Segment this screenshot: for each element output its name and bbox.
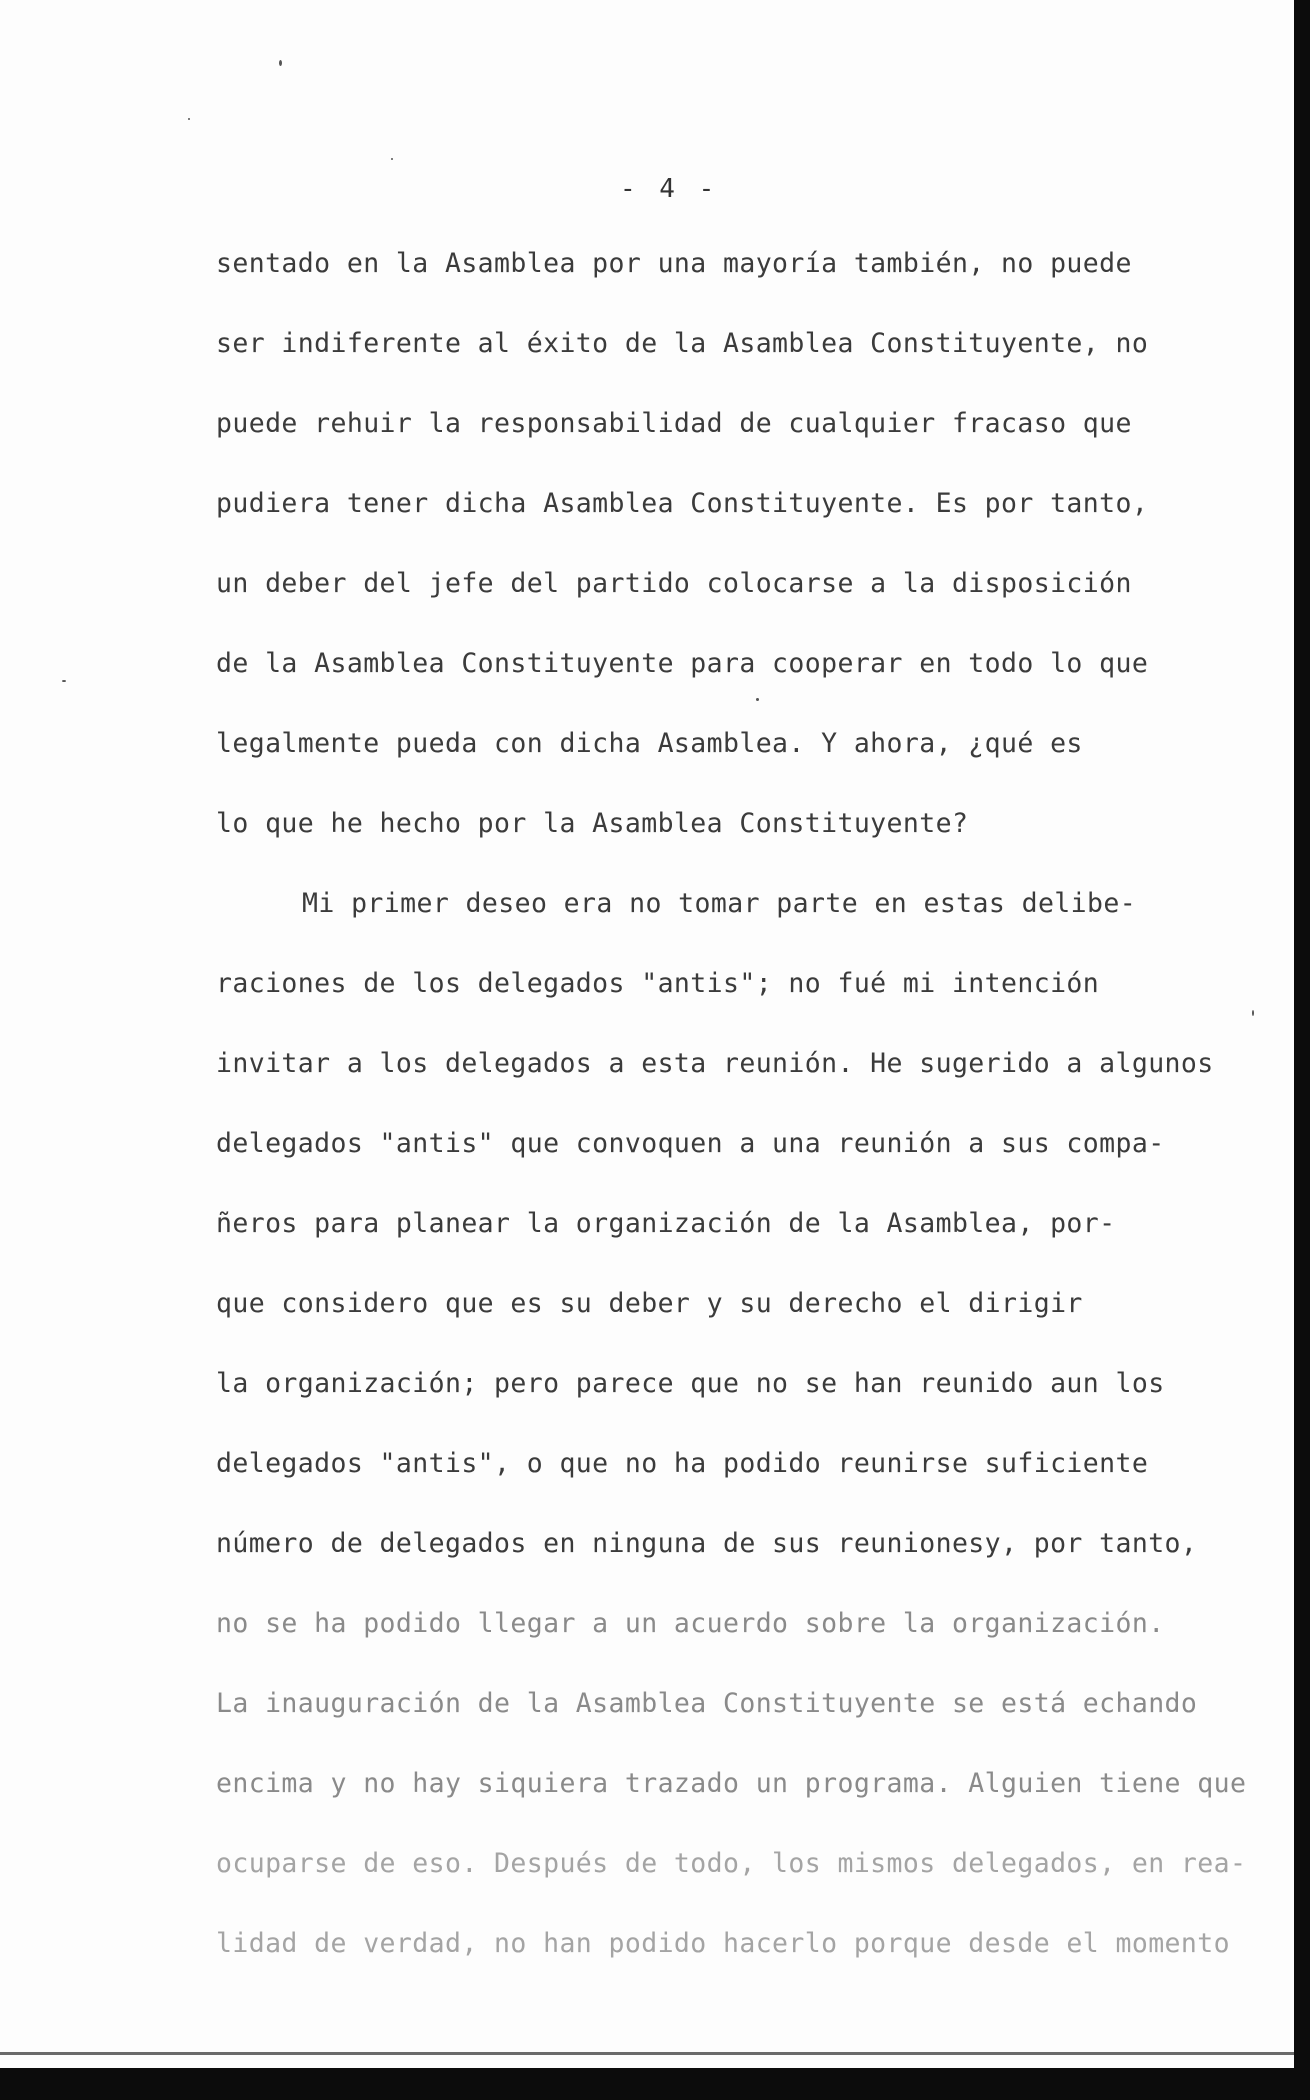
text-line: legalmente pueda con dicha Asamblea. Y ahora, ¿qué es bbox=[216, 728, 1083, 759]
text-line: pudiera tener dicha Asamblea Constituyente. Es por tanto, bbox=[216, 488, 1149, 519]
typewritten-body bbox=[216, 238, 1247, 1998]
text-line: no se ha podido llegar a un acuerdo sobre la organización. bbox=[216, 1608, 1165, 1639]
text-line: puede rehuir la responsabilidad de cualquier fracaso que bbox=[216, 408, 1132, 439]
text-line: encima y no hay siquiera trazado un programa. Alguien tiene que bbox=[216, 1768, 1247, 1799]
text-line: lidad de verdad, no han podido hacerlo porque desde el momento bbox=[216, 1928, 1230, 1959]
scan-speck bbox=[391, 158, 393, 160]
text-line: sentado en la Asamblea por una mayoría también, no puede bbox=[216, 248, 1132, 279]
text-line: un deber del jefe del partido colocarse a la disposición bbox=[216, 568, 1132, 599]
scan-speck bbox=[279, 60, 282, 66]
text-line: lo que he hecho por la Asamblea Constituyente? bbox=[216, 808, 969, 839]
text-line: La inauguración de la Asamblea Constituyente se está echando bbox=[216, 1688, 1198, 1719]
text-line: delegados "antis" que convoquen a una reunión a sus compa- bbox=[216, 1128, 1165, 1159]
paragraph-start-line: Mi primer deseo era no tomar parte en estas delibe- bbox=[302, 888, 1137, 919]
text-line: ser indiferente al éxito de la Asamblea Constituyente, no bbox=[216, 328, 1149, 359]
text-line: raciones de los delegados "antis"; no fué mi intención bbox=[216, 968, 1100, 999]
text-line: invitar a los delegados a esta reunión. He sugerido a algunos bbox=[216, 1048, 1214, 1079]
scan-edge-bottom bbox=[0, 2068, 1310, 2100]
scan-speck bbox=[188, 118, 190, 120]
text-line: delegados "antis", o que no ha podido reunirse suficiente bbox=[216, 1448, 1149, 1479]
text-line: que considero que es su deber y su derecho el dirigir bbox=[216, 1288, 1083, 1319]
scan-speck bbox=[62, 680, 66, 682]
scan-edge-right bbox=[1294, 0, 1310, 2100]
scan-speck bbox=[1252, 1010, 1254, 1016]
text-line: número de delegados en ninguna de sus reunionesy, por tanto, bbox=[216, 1528, 1198, 1559]
scan-border-line bbox=[0, 2052, 1294, 2055]
text-line: ñeros para planear la organización de la Asamblea, por- bbox=[216, 1208, 1116, 1239]
text-line: ocuparse de eso. Después de todo, los mismos delegados, en rea- bbox=[216, 1848, 1247, 1879]
page-number: - 4 - bbox=[620, 174, 719, 204]
text-line: la organización; pero parece que no se han reunido aun los bbox=[216, 1368, 1165, 1399]
text-line: de la Asamblea Constituyente para cooperar en todo lo que bbox=[216, 648, 1149, 679]
